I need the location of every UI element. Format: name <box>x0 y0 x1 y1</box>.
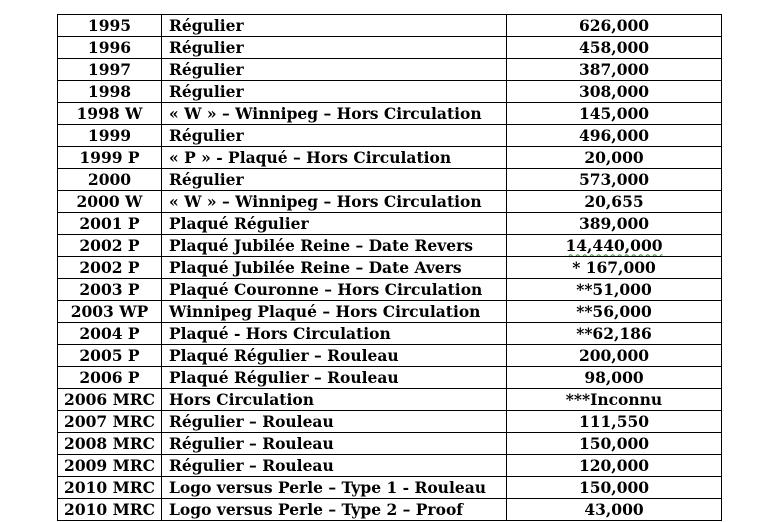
year-cell: 1999 <box>58 125 162 147</box>
description-cell: Régulier <box>162 125 507 147</box>
table-body <box>58 15 722 521</box>
table-row <box>58 191 722 213</box>
year-cell: 1998 <box>58 81 162 103</box>
mintage-cell <box>507 345 722 367</box>
mintage-cell <box>507 279 722 301</box>
year-cell: 2005 P <box>58 345 162 367</box>
year-cell: 2000 W <box>58 191 162 213</box>
table-row <box>58 499 722 521</box>
table-row <box>58 433 722 455</box>
table-row <box>58 389 722 411</box>
table-row <box>58 15 722 37</box>
description-cell: Plaqué Régulier – Rouleau <box>162 345 507 367</box>
year-cell: 2006 MRC <box>58 389 162 411</box>
year-cell: 2007 MRC <box>58 411 162 433</box>
mintage-cell <box>507 433 722 455</box>
table-row <box>58 301 722 323</box>
mintage-cell <box>507 389 722 411</box>
mintage-value: 150,000 <box>578 433 650 453</box>
description-cell: « W » – Winnipeg – Hors Circulation <box>162 103 507 125</box>
mintage-value: 308,000 <box>578 81 650 101</box>
year-cell: 2000 <box>58 169 162 191</box>
year-cell: 2002 P <box>58 235 162 257</box>
description-cell: Plaqué Couronne – Hors Circulation <box>162 279 507 301</box>
table-row <box>58 257 722 279</box>
mintage-cell <box>507 499 722 521</box>
year-cell: 2009 MRC <box>58 455 162 477</box>
description-cell: Régulier – Rouleau <box>162 455 507 477</box>
mintage-value: 150,000 <box>578 477 650 497</box>
mintage-value: 389,000 <box>578 213 650 233</box>
table-row <box>58 411 722 433</box>
description-cell: Logo versus Perle – Type 1 - Rouleau <box>162 477 507 499</box>
table-row <box>58 125 722 147</box>
mintage-value: 120,000 <box>578 455 650 475</box>
table-row <box>58 103 722 125</box>
mintage-cell <box>507 191 722 213</box>
description-cell: Régulier <box>162 15 507 37</box>
mintage-value: 43,000 <box>584 499 644 519</box>
mintage-value: 200,000 <box>578 345 650 365</box>
mintage-cell <box>507 59 722 81</box>
mintage-value: 20,000 <box>584 147 644 167</box>
year-cell: 2003 WP <box>58 301 162 323</box>
description-cell: Régulier <box>162 81 507 103</box>
table-row <box>58 477 722 499</box>
year-cell: 1997 <box>58 59 162 81</box>
year-cell: 2010 MRC <box>58 499 162 521</box>
description-cell: Régulier – Rouleau <box>162 411 507 433</box>
mintage-cell <box>507 81 722 103</box>
year-cell: 2004 P <box>58 323 162 345</box>
mintage-value: * 167,000 <box>572 257 656 277</box>
year-cell: 2001 P <box>58 213 162 235</box>
description-cell: Logo versus Perle – Type 2 – Proof <box>162 499 507 521</box>
mintage-table <box>57 14 722 521</box>
table-row <box>58 323 722 345</box>
description-cell: Régulier <box>162 169 507 191</box>
mintage-value: 111,550 <box>578 411 650 431</box>
mintage-cell <box>507 367 722 389</box>
mintage-value: 20,655 <box>584 191 644 211</box>
year-cell: 1996 <box>58 37 162 59</box>
table-row <box>58 81 722 103</box>
mintage-value: **51,000 <box>576 279 652 299</box>
description-cell: « W » – Winnipeg – Hors Circulation <box>162 191 507 213</box>
mintage-value: 626,000 <box>578 15 650 35</box>
mintage-cell <box>507 37 722 59</box>
mintage-value: 145,000 <box>578 103 650 123</box>
mintage-value: **56,000 <box>576 301 652 321</box>
description-cell: Régulier – Rouleau <box>162 433 507 455</box>
table-row <box>58 59 722 81</box>
description-cell: Plaqué Jubilée Reine – Date Revers <box>162 235 507 257</box>
table-row <box>58 279 722 301</box>
table-row <box>58 37 722 59</box>
year-cell: 2003 P <box>58 279 162 301</box>
mintage-cell <box>507 147 722 169</box>
description-cell: Plaqué Jubilée Reine – Date Avers <box>162 257 507 279</box>
mintage-cell <box>507 301 722 323</box>
description-cell: Winnipeg Plaqué – Hors Circulation <box>162 301 507 323</box>
year-cell: 1995 <box>58 15 162 37</box>
mintage-value: 496,000 <box>578 125 650 145</box>
year-cell: 1998 W <box>58 103 162 125</box>
year-cell: 2002 P <box>58 257 162 279</box>
description-cell: Plaqué Régulier <box>162 213 507 235</box>
table-row <box>58 147 722 169</box>
mintage-cell <box>507 125 722 147</box>
year-cell: 2006 P <box>58 367 162 389</box>
table-row <box>58 455 722 477</box>
mintage-value: 387,000 <box>578 59 650 79</box>
mintage-cell <box>507 477 722 499</box>
mintage-cell <box>507 455 722 477</box>
mintage-value: 98,000 <box>584 367 644 387</box>
year-cell: 1999 P <box>58 147 162 169</box>
table-row <box>58 345 722 367</box>
mintage-value: 458,000 <box>578 37 650 57</box>
description-cell: Régulier <box>162 37 507 59</box>
table-row <box>58 235 722 257</box>
mintage-cell <box>507 103 722 125</box>
table-row <box>58 213 722 235</box>
mintage-cell <box>507 323 722 345</box>
description-cell: Régulier <box>162 59 507 81</box>
year-cell: 2008 MRC <box>58 433 162 455</box>
description-cell: Hors Circulation <box>162 389 507 411</box>
mintage-value: ***Inconnu <box>565 389 663 409</box>
mintage-cell <box>507 169 722 191</box>
year-cell: 2010 MRC <box>58 477 162 499</box>
mintage-cell <box>507 257 722 279</box>
description-cell: « P » - Plaqué – Hors Circulation <box>162 147 507 169</box>
mintage-value: 14,440,000 <box>565 235 663 255</box>
mintage-value: **62,186 <box>576 323 652 343</box>
mintage-cell <box>507 235 722 257</box>
description-cell: Plaqué Régulier – Rouleau <box>162 367 507 389</box>
mintage-cell <box>507 213 722 235</box>
table-row <box>58 367 722 389</box>
mintage-cell <box>507 411 722 433</box>
table-row <box>58 169 722 191</box>
description-cell: Plaqué - Hors Circulation <box>162 323 507 345</box>
mintage-cell <box>507 15 722 37</box>
mintage-value: 573,000 <box>578 169 650 189</box>
